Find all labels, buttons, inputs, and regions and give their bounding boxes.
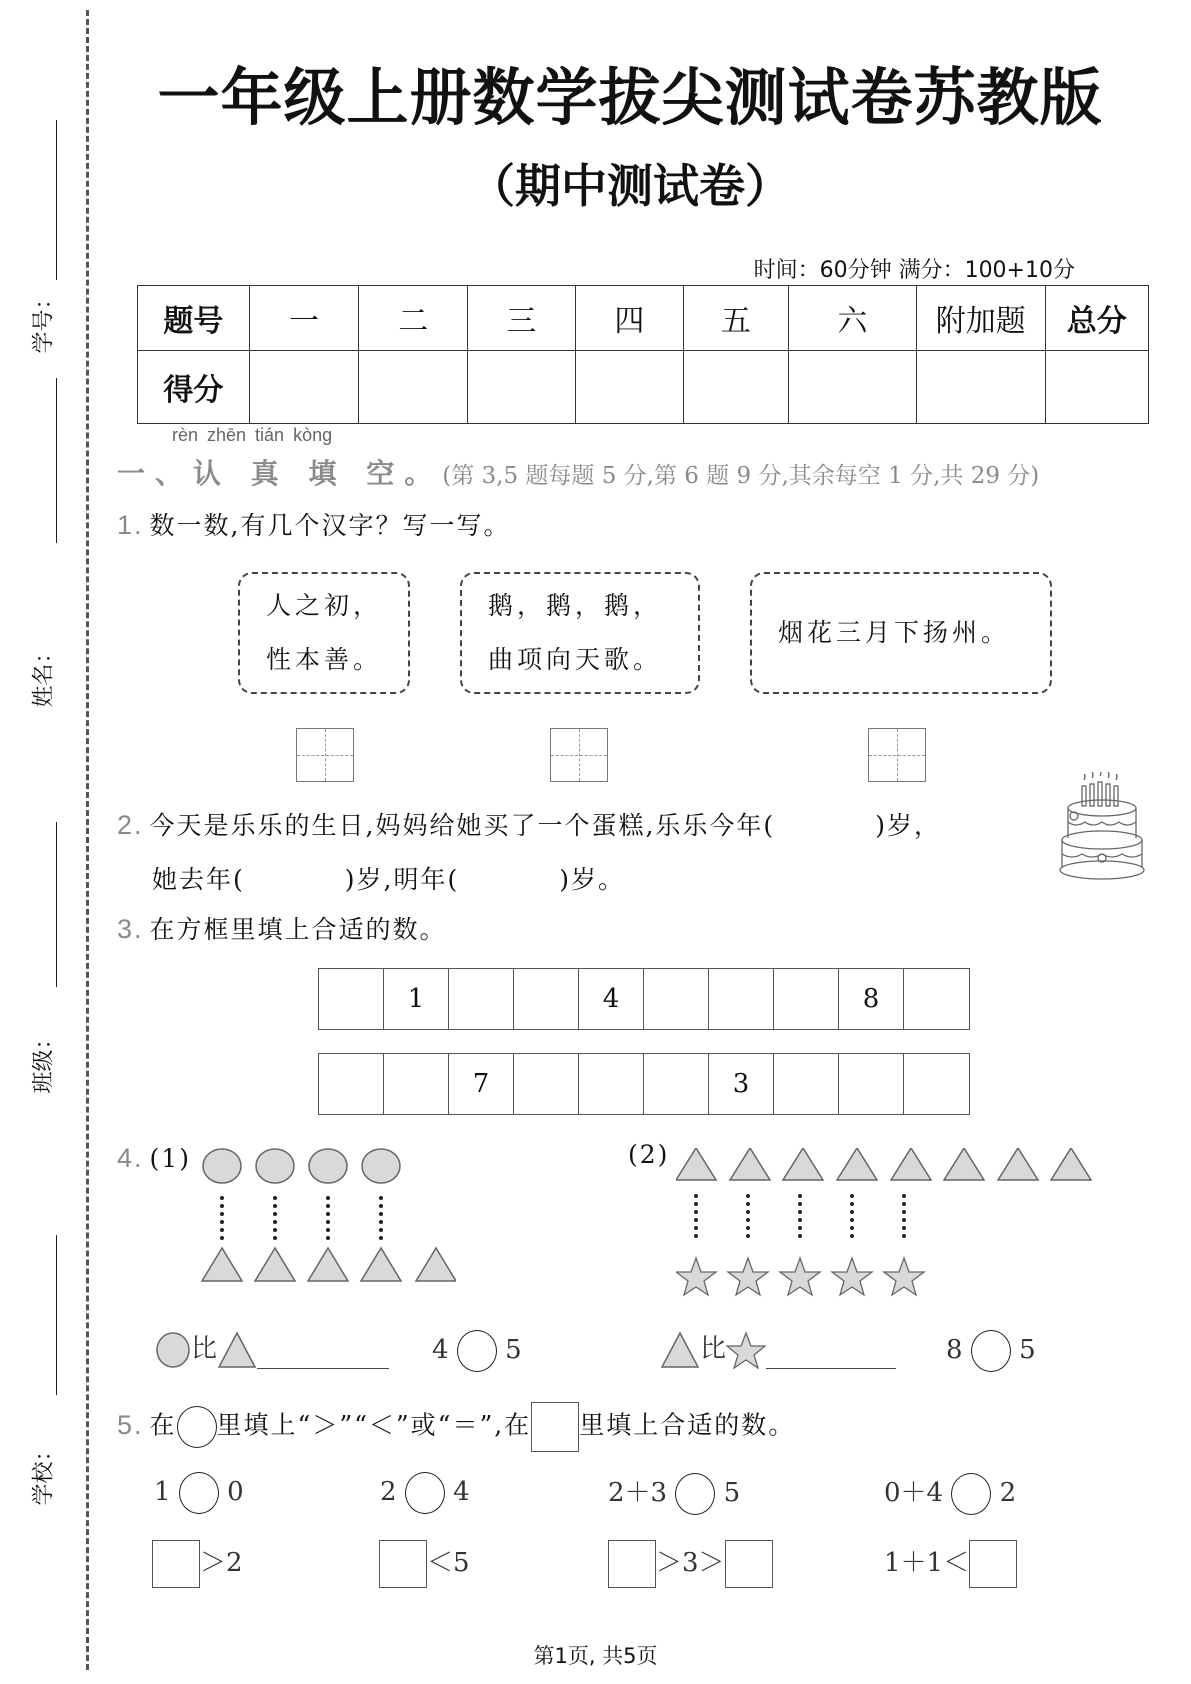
compare-word: 比 <box>191 1334 218 1364</box>
question-text: )岁,明年( <box>344 865 460 894</box>
circles-triangles-figure <box>196 1148 456 1298</box>
triangle-icon <box>361 1248 401 1281</box>
score-table <box>137 285 1149 424</box>
question-2-line2 <box>152 860 625 896</box>
name-line[interactable] <box>56 378 57 543</box>
school-line[interactable] <box>56 1235 57 1395</box>
triangle-icon <box>1051 1148 1091 1180</box>
expr-text: ＜5 <box>427 1548 470 1578</box>
birthday-cake-icon <box>1058 772 1146 882</box>
number-cell[interactable] <box>839 1054 904 1114</box>
q5-box-expr-2 <box>379 1540 470 1588</box>
score-cell[interactable] <box>249 351 359 424</box>
triangle-icon <box>308 1248 348 1281</box>
number-cell: 3 <box>709 1054 774 1114</box>
question-text: 在方框里填上合适的数。 <box>149 915 447 944</box>
question-4-part2-label: (2) <box>628 1140 670 1169</box>
expr-text: 1＋1＜ <box>884 1548 970 1578</box>
expr-text: ＞2 <box>200 1548 243 1578</box>
class-line[interactable] <box>56 822 57 987</box>
expr-text: ＞3＞ <box>656 1548 725 1578</box>
compare-circle-input[interactable] <box>457 1330 497 1372</box>
star-icon <box>728 1258 768 1295</box>
circle-icon <box>362 1149 400 1183</box>
expr-right: 4 <box>453 1477 470 1507</box>
circle-icon <box>309 1149 347 1183</box>
number-box-input[interactable] <box>379 1540 427 1588</box>
question-2-line1 <box>117 806 941 842</box>
col-bonus: 附加题 <box>917 286 1045 351</box>
student-number-line[interactable] <box>56 120 57 280</box>
number-cell[interactable] <box>904 969 969 1029</box>
question-text: 在 <box>149 1410 177 1440</box>
expr-left: 8 <box>946 1335 963 1365</box>
question-text: 里填上合适的数。 <box>579 1410 796 1440</box>
expr-left: 2＋3 <box>608 1478 668 1508</box>
number-cell[interactable] <box>319 969 384 1029</box>
question-1 <box>117 506 510 542</box>
score-cell[interactable] <box>917 351 1045 424</box>
col-2: 二 <box>359 286 468 351</box>
star-icon <box>832 1258 872 1295</box>
triangle-icon <box>730 1148 770 1180</box>
compare-circle-input[interactable] <box>971 1330 1011 1372</box>
q5-circle-expr-4 <box>884 1472 1016 1515</box>
q5-circle-expr-1 <box>154 1472 244 1514</box>
number-box-input[interactable] <box>969 1540 1017 1588</box>
number-row-1 <box>318 968 970 1030</box>
name-label: 姓名： <box>31 641 57 708</box>
number-box-input[interactable] <box>152 1540 200 1588</box>
triangle-icon <box>202 1248 242 1281</box>
number-cell: 4 <box>579 969 644 1029</box>
score-cell[interactable] <box>468 351 576 424</box>
number-cell: 7 <box>449 1054 514 1114</box>
page-title: 一年级上册数学拔尖测试卷苏教版 <box>157 61 1103 134</box>
number-cell[interactable] <box>644 969 709 1029</box>
q4-part2-inequality <box>946 1330 1036 1372</box>
score-cell[interactable] <box>1045 351 1148 424</box>
circle-icon <box>203 1149 241 1183</box>
student-number-label: 学号： <box>31 287 57 354</box>
binding-dashed-line <box>86 10 89 1670</box>
triangle-icon <box>837 1148 877 1180</box>
number-row-2 <box>318 1053 970 1115</box>
number-box-input[interactable] <box>725 1540 773 1588</box>
q5-box-expr-3 <box>608 1540 773 1588</box>
col-6: 六 <box>788 286 916 351</box>
number-cell: 1 <box>384 969 449 1029</box>
q5-circle-expr-2 <box>380 1472 470 1514</box>
triangle-icon <box>255 1248 295 1281</box>
answer-grid-1[interactable] <box>296 728 354 782</box>
question-number: 5. <box>117 1409 144 1440</box>
answer-blank[interactable] <box>766 1344 896 1369</box>
question-text: )岁， <box>875 811 941 840</box>
number-cell: 8 <box>839 969 904 1029</box>
compare-circle-input[interactable] <box>951 1473 991 1515</box>
q4-part1-inequality <box>432 1330 522 1372</box>
q5-box-expr-1 <box>152 1540 243 1588</box>
score-cell[interactable] <box>575 351 684 424</box>
poem-box-3 <box>750 572 1052 694</box>
compare-circle-input[interactable] <box>405 1472 445 1514</box>
page-subtitle: （期中测试卷） <box>469 159 791 213</box>
number-cell[interactable] <box>774 1054 839 1114</box>
class-label: 班级： <box>31 1027 57 1094</box>
expr-right: 0 <box>227 1477 244 1507</box>
expr-left: 4 <box>432 1335 449 1365</box>
section-title-note: (第 3,5 题每题 5 分,第 6 题 9 分,其余每空 1 分,共 29 分) <box>442 463 1040 489</box>
col-3: 三 <box>468 286 576 351</box>
poem-box-1 <box>238 572 410 694</box>
expr-left: 2 <box>380 1477 397 1507</box>
triangle-icon <box>944 1148 984 1180</box>
number-cell[interactable] <box>579 1054 644 1114</box>
question-text: 里填上“＞”“＜”或“＝”,在 <box>216 1410 532 1440</box>
question-number: 1. <box>117 510 144 540</box>
row-label-question: 题号 <box>138 286 250 351</box>
question-number: 3. <box>117 914 144 944</box>
question-number: 4. <box>117 1143 144 1173</box>
q5-box-expr-4 <box>884 1540 1017 1588</box>
col-1: 一 <box>249 286 359 351</box>
q4-part2-compare <box>660 1328 896 1369</box>
expr-right: 5 <box>723 1478 741 1508</box>
triangle-icon <box>660 1331 700 1369</box>
star-icon <box>884 1258 924 1295</box>
poem-line: 烟花三月下扬州。 <box>778 618 1011 647</box>
number-box-input[interactable] <box>608 1540 656 1588</box>
poem-box-2 <box>460 572 700 694</box>
col-5: 五 <box>684 286 788 351</box>
circle-icon <box>155 1331 191 1369</box>
exam-meta: 时间：60分钟 满分：100+10分 <box>753 258 1075 283</box>
score-cell[interactable] <box>359 351 468 424</box>
number-cell[interactable] <box>904 1054 969 1114</box>
number-cell[interactable] <box>774 969 839 1029</box>
triangle-icon <box>416 1248 456 1281</box>
expr-right: 2 <box>999 1478 1017 1508</box>
star-icon <box>726 1331 766 1369</box>
expr-right: 5 <box>505 1335 522 1365</box>
triangle-icon <box>217 1331 257 1369</box>
section-pinyin: rèn zhēn tián kòng <box>172 425 333 445</box>
expr-left: 0＋4 <box>884 1478 944 1508</box>
question-3 <box>117 910 447 946</box>
triangles-stars-figure <box>676 1148 1116 1298</box>
compare-word: 比 <box>700 1334 727 1364</box>
number-cell[interactable] <box>514 969 579 1029</box>
number-cell[interactable] <box>319 1054 384 1114</box>
square-symbol-icon <box>531 1402 579 1452</box>
number-cell[interactable] <box>514 1054 579 1114</box>
expr-right: 5 <box>1019 1335 1036 1365</box>
question-text: 今天是乐乐的生日,妈妈给她买了一个蛋糕,乐乐今年( <box>149 811 776 840</box>
triangle-icon <box>783 1148 823 1180</box>
poem-line: 鹅，鹅，鹅， <box>488 591 663 620</box>
triangle-icon <box>891 1148 931 1180</box>
compare-circle-input[interactable] <box>675 1473 715 1515</box>
row-label-score: 得分 <box>138 351 250 424</box>
col-total: 总分 <box>1045 286 1148 351</box>
answer-grid-2[interactable] <box>550 728 608 782</box>
answer-blank[interactable] <box>257 1344 389 1369</box>
circle-icon <box>256 1149 294 1183</box>
star-icon <box>676 1258 716 1295</box>
q4-part1-compare <box>155 1328 389 1369</box>
question-text: 她去年( <box>152 865 245 894</box>
poem-line: 性本善。 <box>266 645 383 674</box>
part-label: (1) <box>149 1144 191 1173</box>
question-number: 2. <box>117 810 144 840</box>
question-text: 数一数,有几个汉字？写一写。 <box>149 511 511 540</box>
q5-circle-expr-3 <box>608 1472 740 1515</box>
circle-symbol-icon <box>177 1406 217 1448</box>
poem-line: 人之初， <box>266 591 383 620</box>
answer-grid-3[interactable] <box>868 728 926 782</box>
poem-line: 曲项向天歌。 <box>488 645 663 674</box>
section-title-main: 一、认 真 填 空。 <box>117 457 443 490</box>
compare-circle-input[interactable] <box>179 1472 219 1514</box>
number-cell[interactable] <box>709 969 774 1029</box>
number-cell[interactable] <box>384 1054 449 1114</box>
col-4: 四 <box>575 286 684 351</box>
star-icon <box>780 1258 820 1295</box>
page-number: 第1页, 共5页 <box>533 1644 658 1668</box>
question-text: )岁。 <box>559 865 625 894</box>
score-cell[interactable] <box>684 351 788 424</box>
school-label: 学校： <box>31 1439 57 1506</box>
question-5 <box>117 1402 795 1452</box>
section-title <box>117 452 1039 492</box>
number-cell[interactable] <box>449 969 514 1029</box>
question-4-part1-label <box>117 1143 191 1174</box>
triangle-icon <box>676 1148 716 1180</box>
score-cell[interactable] <box>788 351 916 424</box>
number-cell[interactable] <box>644 1054 709 1114</box>
expr-left: 1 <box>154 1477 171 1507</box>
triangle-icon <box>998 1148 1038 1180</box>
